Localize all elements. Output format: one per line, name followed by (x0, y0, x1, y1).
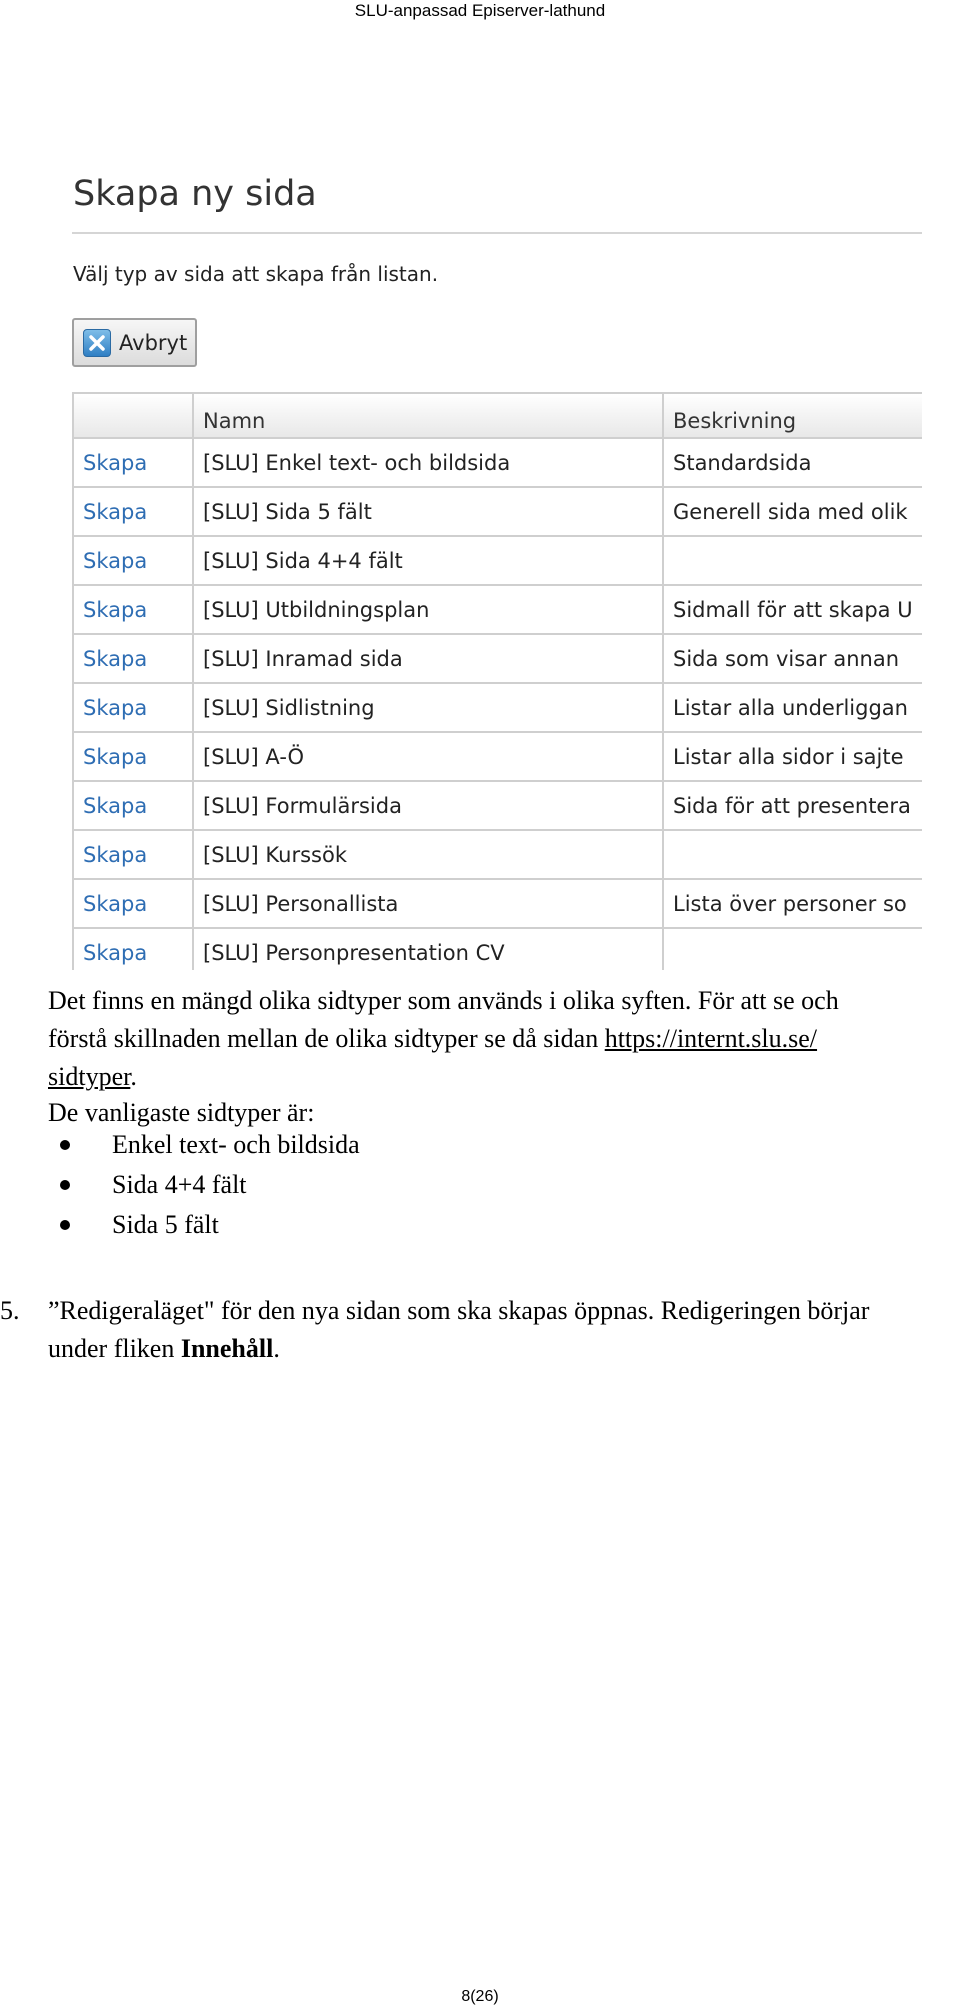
create-link[interactable]: Skapa (73, 487, 193, 536)
table-row (73, 585, 922, 634)
page-type-description: Sidmall för att skapa U (663, 585, 922, 634)
column-header-action (73, 393, 193, 438)
table-row (73, 732, 922, 781)
create-link[interactable]: Skapa (73, 536, 193, 585)
page-type-description: Standardsida (663, 438, 922, 487)
create-link[interactable]: Skapa (73, 634, 193, 683)
page-type-name: [SLU] Inramad sida (193, 634, 663, 683)
page-type-description (663, 830, 922, 879)
list-item: Sida 4+4 fält (48, 1165, 360, 1205)
page-type-description: Generell sida med olik (663, 487, 922, 536)
page-type-description (663, 928, 922, 970)
dialog-title: Skapa ny sida (73, 174, 317, 214)
page-type-name: [SLU] Sidlistning (193, 683, 663, 732)
table-row (73, 438, 922, 487)
page-type-description: Sida för att presentera (663, 781, 922, 830)
create-link[interactable]: Skapa (73, 879, 193, 928)
create-link[interactable]: Skapa (73, 928, 193, 970)
create-link[interactable]: Skapa (73, 781, 193, 830)
bullet-icon (60, 1220, 70, 1230)
page-type-name: [SLU] A-Ö (193, 732, 663, 781)
list-item: Sida 5 fält (48, 1205, 360, 1245)
page-type-name: [SLU] Kurssök (193, 830, 663, 879)
table-row (73, 830, 922, 879)
table-row (73, 487, 922, 536)
table-header-row (73, 393, 922, 438)
page-type-name: [SLU] Formulärsida (193, 781, 663, 830)
page-type-description: Listar alla sidor i sajte (663, 732, 922, 781)
table-row (73, 683, 922, 732)
bullet-icon (60, 1140, 70, 1150)
step-line-2: under fliken Innehåll. (48, 1334, 280, 1363)
create-link[interactable]: Skapa (73, 830, 193, 879)
page-type-description (663, 536, 922, 585)
step-line-1: ”Redigeraläget" för den nya sidan som ska skapas öppnas. Redigeringen börjar (48, 1296, 870, 1325)
table-row (73, 634, 922, 683)
common-types-intro: De vanligaste sidtyper är: (48, 1098, 315, 1127)
sidtyper-link-continued[interactable]: sidtyper (48, 1062, 131, 1091)
cancel-button[interactable] (72, 318, 197, 367)
column-header-name: Namn (193, 393, 663, 438)
divider (72, 232, 922, 234)
list-item: Enkel text- och bildsida (48, 1125, 360, 1165)
page-type-name: [SLU] Sida 5 fält (193, 487, 663, 536)
create-link[interactable]: Skapa (73, 683, 193, 732)
table-row (73, 781, 922, 830)
cancel-label: Avbryt (119, 330, 188, 355)
table-row (73, 879, 922, 928)
page-type-description: Listar alla underliggan (663, 683, 922, 732)
create-page-screenshot (48, 146, 922, 970)
table-row (73, 536, 922, 585)
page-number: 8(26) (461, 1988, 499, 2005)
intro-line-1: Det finns en mängd olika sidtyper som används i olika syften. För att se och (48, 986, 839, 1015)
column-header-description: Beskrivning (663, 393, 922, 438)
page-type-name: [SLU] Utbildningsplan (193, 585, 663, 634)
create-link[interactable]: Skapa (73, 732, 193, 781)
page-type-description: Sida som visar annan (663, 634, 922, 683)
create-link[interactable]: Skapa (73, 585, 193, 634)
common-types-list (48, 1125, 360, 1245)
close-icon (83, 329, 111, 357)
intro-line-2-text: förstå skillnaden mellan de olika sidtyper se då sidan (48, 1024, 605, 1053)
intro-line-2 (48, 1020, 839, 1058)
step-number: 5. (0, 1296, 20, 1325)
page-type-table (72, 392, 922, 970)
dialog-instruction: Välj typ av sida att skapa från listan. (73, 262, 439, 286)
content-tab-name: Innehåll (180, 1334, 274, 1363)
step-5-paragraph (48, 1292, 869, 1368)
sidtyper-link[interactable]: https://internt.slu.se/ (604, 1024, 818, 1053)
page-type-description: Lista över personer so (663, 879, 922, 928)
intro-line-3-end: . (130, 1062, 137, 1091)
page-type-name: [SLU] Enkel text- och bildsida (193, 438, 663, 487)
table-row (73, 928, 922, 970)
page-type-name: [SLU] Sida 4+4 fält (193, 536, 663, 585)
bullet-icon (60, 1180, 70, 1190)
running-header: SLU-anpassad Episerver-lathund (354, 1, 606, 20)
page-type-name: [SLU] Personpresentation CV (193, 928, 663, 970)
intro-line-3 (48, 1058, 839, 1096)
intro-paragraph (48, 982, 839, 1096)
page-type-name: [SLU] Personallista (193, 879, 663, 928)
create-link[interactable]: Skapa (73, 438, 193, 487)
